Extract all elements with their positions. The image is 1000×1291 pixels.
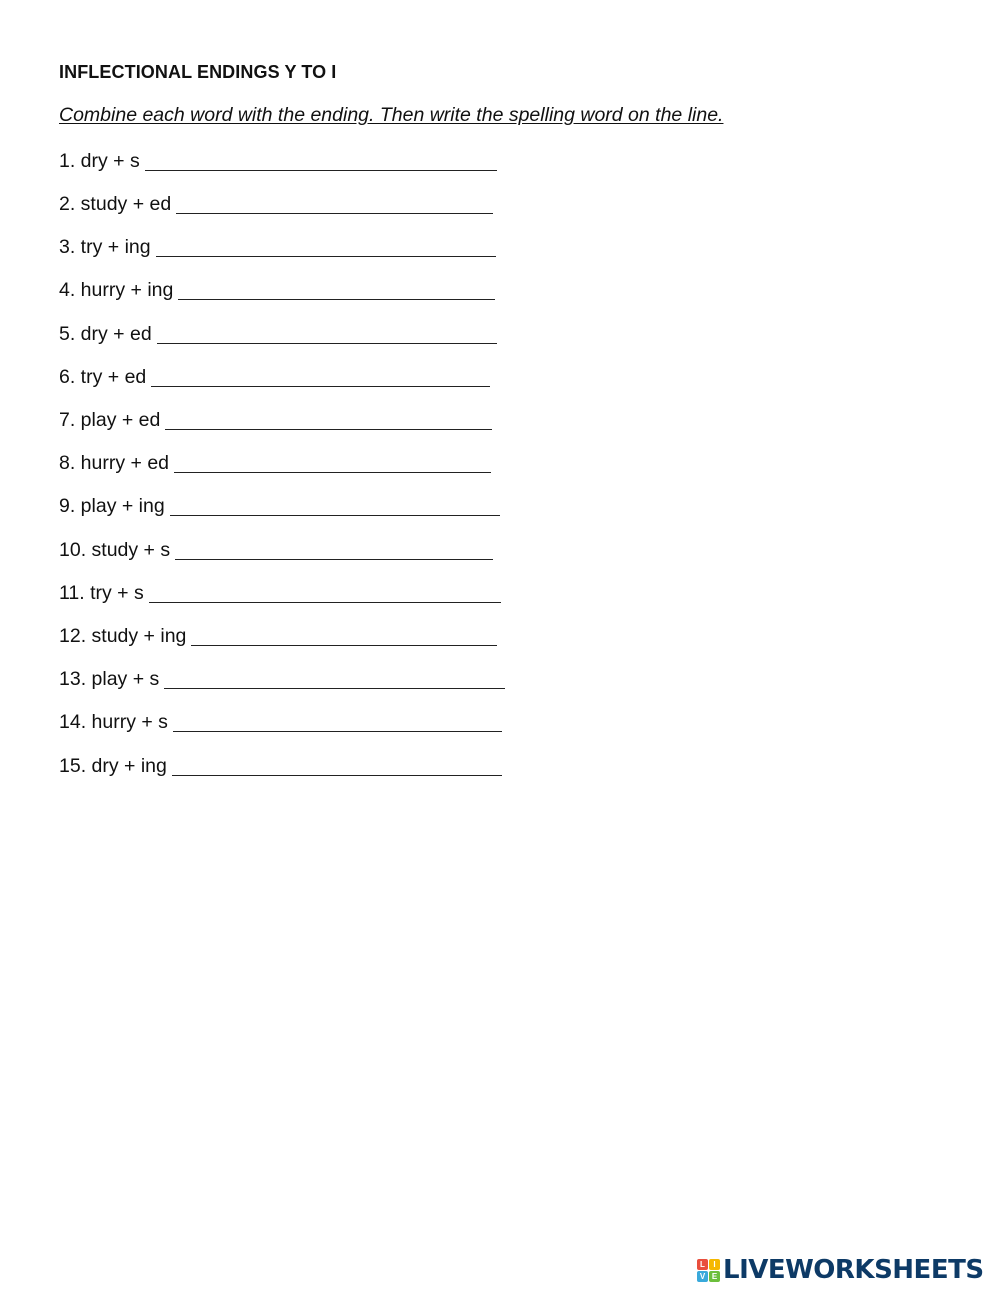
answer-line[interactable] bbox=[151, 364, 490, 387]
answer-line[interactable] bbox=[174, 450, 491, 473]
exercise-prompt: 6. try + ed bbox=[59, 366, 147, 388]
exercise-prompt: 7. play + ed bbox=[59, 409, 161, 431]
exercise-prompt: 12. study + ing bbox=[59, 625, 187, 647]
answer-line[interactable] bbox=[156, 234, 496, 257]
exercise-prompt: 4. hurry + ing bbox=[59, 279, 174, 301]
exercise-item bbox=[59, 617, 497, 647]
exercise-prompt: 10. study + s bbox=[59, 539, 171, 561]
answer-line[interactable] bbox=[176, 191, 493, 214]
answer-line[interactable] bbox=[145, 148, 497, 171]
exercise-prompt: 8. hurry + ed bbox=[59, 452, 170, 474]
exercise-prompt: 15. dry + ing bbox=[59, 755, 167, 777]
answer-line[interactable] bbox=[164, 666, 505, 689]
logo-mark-tile: E bbox=[709, 1271, 720, 1282]
logo-mark-tile: L bbox=[697, 1259, 708, 1270]
answer-line[interactable] bbox=[172, 753, 502, 776]
logo-mark-tile: V bbox=[697, 1271, 708, 1282]
answer-line[interactable] bbox=[157, 321, 497, 344]
exercise-prompt: 2. study + ed bbox=[59, 193, 172, 215]
exercise-item bbox=[59, 401, 492, 431]
answer-line[interactable] bbox=[173, 709, 502, 732]
answer-line[interactable] bbox=[178, 277, 495, 300]
exercise-prompt: 1. dry + s bbox=[59, 150, 140, 172]
exercise-item bbox=[59, 271, 495, 301]
exercise-item bbox=[59, 185, 493, 215]
answer-line[interactable] bbox=[170, 493, 500, 516]
logo-mark-icon bbox=[697, 1259, 720, 1282]
answer-line[interactable] bbox=[191, 623, 497, 646]
exercise-item bbox=[59, 574, 501, 604]
exercise-item bbox=[59, 747, 502, 777]
exercise-prompt: 14. hurry + s bbox=[59, 711, 168, 733]
exercise-prompt: 9. play + ing bbox=[59, 495, 165, 517]
exercise-prompt: 11. try + s bbox=[59, 582, 144, 604]
exercise-item bbox=[59, 315, 497, 345]
exercise-prompt: 13. play + s bbox=[59, 668, 160, 690]
logo-text: LIVEWORKSHEETS bbox=[723, 1255, 984, 1285]
answer-line[interactable] bbox=[149, 580, 501, 603]
exercise-item bbox=[59, 487, 500, 517]
exercise-item bbox=[59, 358, 490, 388]
exercise-prompt: 3. try + ing bbox=[59, 236, 151, 258]
worksheet-instructions: Combine each word with the ending. Then write the spelling word on the line. bbox=[59, 104, 724, 126]
logo-mark-tile: I bbox=[709, 1259, 720, 1270]
exercise-item bbox=[59, 660, 505, 690]
exercise-item bbox=[59, 531, 493, 561]
answer-line[interactable] bbox=[175, 537, 493, 560]
worksheet-title: INFLECTIONAL ENDINGS Y TO I bbox=[59, 62, 337, 82]
exercise-item bbox=[59, 703, 502, 733]
liveworksheets-logo bbox=[697, 1256, 984, 1284]
exercise-item bbox=[59, 444, 491, 474]
exercise-prompt: 5. dry + ed bbox=[59, 323, 152, 345]
exercise-item bbox=[59, 228, 496, 258]
exercise-item bbox=[59, 142, 497, 172]
answer-line[interactable] bbox=[165, 407, 492, 430]
